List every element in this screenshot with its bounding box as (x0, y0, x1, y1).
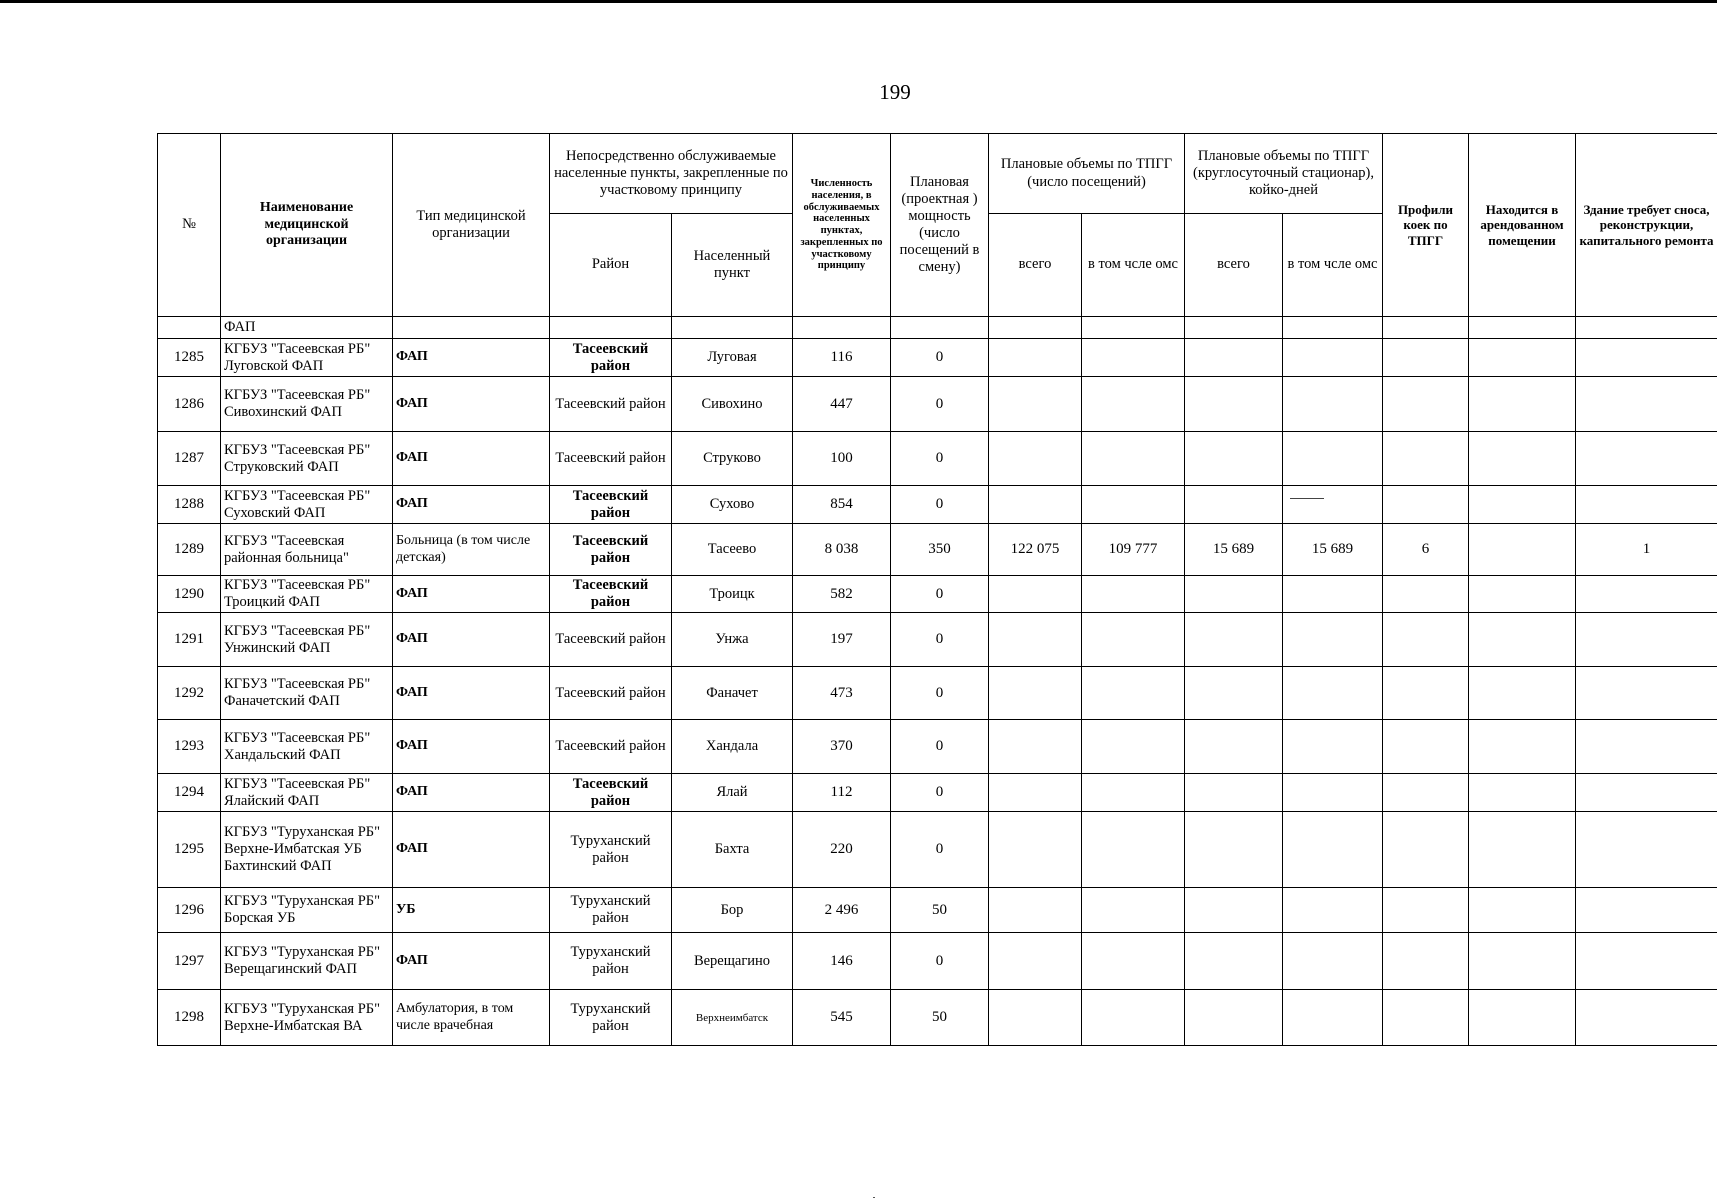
header-direct-settlements: Непосредственно обслуживаемые населенные пункты, закрепленные по участковому принципу (550, 134, 793, 214)
cell-capacity: 0 (891, 377, 989, 432)
cell-capacity: 350 (891, 524, 989, 576)
cell-visits-oms (1082, 339, 1185, 377)
cell-num: 1294 (158, 774, 221, 812)
cell-capacity: 0 (891, 720, 989, 774)
cell-population: 116 (793, 339, 891, 377)
cell-building (1576, 990, 1717, 1046)
cell-beds-total (1185, 432, 1283, 486)
cell-bed-profiles (1383, 339, 1469, 377)
cell-population: 473 (793, 667, 891, 720)
cell-bed-profiles (1383, 377, 1469, 432)
cell-num: 1285 (158, 339, 221, 377)
cell-num: 1288 (158, 486, 221, 524)
header-visits-oms: в том чсле омс (1082, 214, 1185, 317)
cell-beds-total (1185, 377, 1283, 432)
cell-building (1576, 933, 1717, 990)
cell-building (1576, 720, 1717, 774)
cell-visits-total (989, 377, 1082, 432)
cell-building (1576, 613, 1717, 667)
cell-name: ФАП (221, 317, 393, 339)
cell-district: Тасеевский район (550, 667, 672, 720)
cell-org-type: ФАП (393, 613, 550, 667)
cell-org-type: Амбулатория, в том числе врачебная (393, 990, 550, 1046)
cell-population: 8 038 (793, 524, 891, 576)
cell-bed-profiles (1383, 888, 1469, 933)
page-top-border (0, 0, 1717, 3)
cell-capacity: 0 (891, 339, 989, 377)
cell-population: 582 (793, 576, 891, 613)
cell-org-name: КГБУЗ "Тасеевская РБ" Луговской ФАП (221, 339, 393, 377)
cell-rented (1469, 339, 1576, 377)
cell-population: 2 496 (793, 888, 891, 933)
cell-visits-oms (1082, 774, 1185, 812)
cell-population: 220 (793, 812, 891, 888)
cell-rented (1469, 990, 1576, 1046)
cell-district: Туруханский район (550, 933, 672, 990)
header-org-name: Наименование медицинской организации (221, 134, 393, 317)
cell-beds-oms (1283, 990, 1383, 1046)
cell-visits-total (989, 774, 1082, 812)
cell-building (1576, 339, 1717, 377)
cell-visits-total (989, 432, 1082, 486)
cell-org-name: КГБУЗ "Туруханская РБ" Верещагинский ФАП (221, 933, 393, 990)
cell-settlement: Троицк (672, 576, 793, 613)
cell-rented (1469, 667, 1576, 720)
cell-rented (1469, 377, 1576, 432)
cell-org-name: КГБУЗ "Тасеевская РБ" Суховский ФАП (221, 486, 393, 524)
cell-beds-total (1185, 812, 1283, 888)
cell-visits-total (989, 576, 1082, 613)
cell-beds-oms (1283, 613, 1383, 667)
cell-population: 854 (793, 486, 891, 524)
cell-beds-oms (1283, 888, 1383, 933)
table-row (158, 667, 1717, 720)
stray-dot (873, 1197, 875, 1198)
cell-visits-total: 122 075 (989, 524, 1082, 576)
cell-rented (1469, 576, 1576, 613)
cell-population: 447 (793, 377, 891, 432)
cell-num: 1292 (158, 667, 221, 720)
cell-visits-oms (1082, 667, 1185, 720)
table-row (158, 812, 1717, 888)
cell-settlement: Фаначет (672, 667, 793, 720)
cell-beds-oms (1283, 774, 1383, 812)
cell-org-name: КГБУЗ "Тасеевская РБ" Сивохинский ФАП (221, 377, 393, 432)
cell-rented (1469, 524, 1576, 576)
cell-district: Тасеевский район (550, 432, 672, 486)
cell-bed-profiles (1383, 432, 1469, 486)
cell-org-name: КГБУЗ "Туруханская РБ" Верхне-Имбатская УБ Бахтинский ФАП (221, 812, 393, 888)
cell-org-name: КГБУЗ "Тасеевская районная больница" (221, 524, 393, 576)
cell-beds-total (1185, 774, 1283, 812)
cell-settlement: Унжа (672, 613, 793, 667)
cell-district: Тасеевский район (550, 720, 672, 774)
cell-num: 1286 (158, 377, 221, 432)
header-visits-group: Плановые объемы по ТПГГ (число посещений) (989, 134, 1185, 214)
cell-num: 1289 (158, 524, 221, 576)
cell-capacity: 0 (891, 432, 989, 486)
cell-beds-total (1185, 990, 1283, 1046)
cell-visits-total (989, 613, 1082, 667)
cell-bed-profiles (1383, 613, 1469, 667)
cell-beds-oms (1283, 576, 1383, 613)
cell-settlement: Хандала (672, 720, 793, 774)
cell-num: 1291 (158, 613, 221, 667)
cell-visits-oms (1082, 486, 1185, 524)
header-beds-total: всего (1185, 214, 1283, 317)
cell-beds-total (1185, 667, 1283, 720)
cell-capacity: 0 (891, 613, 989, 667)
cell-settlement: Верхнеимбатск (672, 990, 793, 1046)
table-row (158, 613, 1717, 667)
cell-bed-profiles (1383, 990, 1469, 1046)
cell-beds-total (1185, 486, 1283, 524)
table-row (158, 933, 1717, 990)
cell-district: Тасеевский район (550, 339, 672, 377)
header-beds-oms: в том чсле омс (1283, 214, 1383, 317)
cell-rented (1469, 432, 1576, 486)
cell-visits-total (989, 933, 1082, 990)
cell-district: Туруханский район (550, 990, 672, 1046)
cell-visits-total (989, 720, 1082, 774)
cell-beds-oms (1283, 486, 1383, 524)
cell-beds-oms: 15 689 (1283, 524, 1383, 576)
cell-capacity: 50 (891, 990, 989, 1046)
cell-building: 1 (1576, 524, 1717, 576)
cell-org-name: КГБУЗ "Туруханская РБ" Верхне-Имбатская ВА (221, 990, 393, 1046)
cell-org-name: КГБУЗ "Тасеевская РБ" Фаначетский ФАП (221, 667, 393, 720)
cell-beds-total (1185, 613, 1283, 667)
cell-org-name: КГБУЗ "Тасеевская РБ" Хандальский ФАП (221, 720, 393, 774)
header-num: № (158, 134, 221, 317)
cell-org-name: КГБУЗ "Тасеевская РБ" Троицкий ФАП (221, 576, 393, 613)
cell-settlement: Струково (672, 432, 793, 486)
cell-building (1576, 774, 1717, 812)
cell-visits-total (989, 339, 1082, 377)
cell-beds-total (1185, 576, 1283, 613)
cell-population: 545 (793, 990, 891, 1046)
cell-visits-oms (1082, 812, 1185, 888)
table-row (158, 774, 1717, 812)
cell-bed-profiles (1383, 486, 1469, 524)
header-settlement: Населенный пункт (672, 214, 793, 317)
cell-org-type: ФАП (393, 377, 550, 432)
cell-visits-total (989, 812, 1082, 888)
cell-visits-oms (1082, 933, 1185, 990)
cell-district: Туруханский район (550, 888, 672, 933)
cell-building (1576, 667, 1717, 720)
table-row (158, 339, 1717, 377)
table-row (158, 576, 1717, 613)
cell-rented (1469, 720, 1576, 774)
cell-beds-total (1185, 888, 1283, 933)
cell-building (1576, 432, 1717, 486)
cell-org-type: ФАП (393, 667, 550, 720)
cell-settlement: Сивохино (672, 377, 793, 432)
cell-org-type: ФАП (393, 576, 550, 613)
cell-org-type: ФАП (393, 432, 550, 486)
cell-num: 1287 (158, 432, 221, 486)
cell-capacity: 0 (891, 576, 989, 613)
header-beds-group: Плановые объемы по ТПГГ (круглосуточный стационар), койко-дней (1185, 134, 1383, 214)
cell-visits-oms (1082, 576, 1185, 613)
cell-visits-oms (1082, 888, 1185, 933)
cell-org-name: КГБУЗ "Тасеевская РБ" Струковский ФАП (221, 432, 393, 486)
cell-visits-oms (1082, 377, 1185, 432)
cell-capacity: 0 (891, 486, 989, 524)
cell-bed-profiles: 6 (1383, 524, 1469, 576)
cell-settlement: Верещагино (672, 933, 793, 990)
cell-rented (1469, 933, 1576, 990)
cell-rented (1469, 888, 1576, 933)
cell-visits-total (989, 888, 1082, 933)
cell-num: 1293 (158, 720, 221, 774)
cell-building (1576, 576, 1717, 613)
cell-rented (1469, 774, 1576, 812)
cell-org-name: КГБУЗ "Тасеевская РБ" Ялайский ФАП (221, 774, 393, 812)
cell-bed-profiles (1383, 576, 1469, 613)
cell-settlement: Бор (672, 888, 793, 933)
table-row (158, 720, 1717, 774)
cell-bed-profiles (1383, 667, 1469, 720)
cell-rented (1469, 613, 1576, 667)
table-row (158, 524, 1717, 576)
page-number: 199 (879, 80, 911, 104)
cell-rented (1469, 486, 1576, 524)
cell-district: Тасеевский район (550, 576, 672, 613)
cell-visits-total (989, 486, 1082, 524)
cell-building (1576, 888, 1717, 933)
cell-capacity: 50 (891, 888, 989, 933)
cell-num: 1298 (158, 990, 221, 1046)
cell-visits-total (989, 990, 1082, 1046)
cell-visits-oms (1082, 720, 1185, 774)
cell-population: 197 (793, 613, 891, 667)
table-row (158, 432, 1717, 486)
cell-settlement: Бахта (672, 812, 793, 888)
cell-num: 1290 (158, 576, 221, 613)
cell-district: Тасеевский район (550, 524, 672, 576)
cell-beds-oms (1283, 812, 1383, 888)
cell-settlement: Луговая (672, 339, 793, 377)
cell-district: Тасеевский район (550, 377, 672, 432)
cell-building (1576, 377, 1717, 432)
table-row (158, 377, 1717, 432)
cell-org-type: ФАП (393, 933, 550, 990)
cell-visits-oms (1082, 613, 1185, 667)
cell-bed-profiles (1383, 720, 1469, 774)
cell-visits-oms (1082, 432, 1185, 486)
cell-building (1576, 486, 1717, 524)
header-population: Численность населения, в обслуживаемых населенных пунктах, закрепленных по участковому принципу (793, 134, 891, 317)
header-visits-total: всего (989, 214, 1082, 317)
cell-org-type: Больница (в том числе детская) (393, 524, 550, 576)
cell-district: Туруханский район (550, 812, 672, 888)
cell-district: Тасеевский район (550, 774, 672, 812)
cell-num: 1296 (158, 888, 221, 933)
medical-organizations-table (157, 133, 1717, 1046)
cell-num: 1297 (158, 933, 221, 990)
cell-building (1576, 812, 1717, 888)
cell-bed-profiles (1383, 774, 1469, 812)
cell-beds-total (1185, 339, 1283, 377)
header-org-type: Тип медицинской организации (393, 134, 550, 317)
cell-org-name: КГБУЗ "Туруханская РБ" Борская УБ (221, 888, 393, 933)
cell-population: 146 (793, 933, 891, 990)
cell-settlement: Ялай (672, 774, 793, 812)
cell-visits-total (989, 667, 1082, 720)
cell-population: 100 (793, 432, 891, 486)
table-row (158, 486, 1717, 524)
cell-visits-oms: 109 777 (1082, 524, 1185, 576)
cell-capacity: 0 (891, 812, 989, 888)
cell-org-type: ФАП (393, 812, 550, 888)
cell-district: Тасеевский район (550, 486, 672, 524)
cell-beds-oms (1283, 720, 1383, 774)
header-bed-profiles: Профили коек по ТПГГ (1383, 134, 1469, 317)
cell-num: 1295 (158, 812, 221, 888)
header-building: Здание требует сноса, реконструкции, капитального ремонта (1576, 134, 1717, 317)
header-district: Район (550, 214, 672, 317)
cell-capacity: 0 (891, 933, 989, 990)
header-capacity: Плановая (проектная ) мощность (число посещений в смену) (891, 134, 989, 317)
cell-bed-profiles (1383, 933, 1469, 990)
cell-beds-oms (1283, 339, 1383, 377)
cell-capacity: 0 (891, 667, 989, 720)
cell-district: Тасеевский район (550, 613, 672, 667)
cell-beds-oms (1283, 377, 1383, 432)
cell-org-type: ФАП (393, 774, 550, 812)
cell-org-type: ФАП (393, 720, 550, 774)
cell-settlement: Тасеево (672, 524, 793, 576)
cell-capacity: 0 (891, 774, 989, 812)
cell-org-type: ФАП (393, 339, 550, 377)
cell-num (158, 317, 221, 339)
cell-org-type: ФАП (393, 486, 550, 524)
cell-beds-oms (1283, 667, 1383, 720)
cell-beds-total (1185, 720, 1283, 774)
header-rented: Находится в арендованном помещении (1469, 134, 1576, 317)
cell-rented (1469, 812, 1576, 888)
table-row (158, 888, 1717, 933)
cell-population: 112 (793, 774, 891, 812)
cell-visits-oms (1082, 990, 1185, 1046)
cell-bed-profiles (1383, 812, 1469, 888)
cell-beds-total (1185, 933, 1283, 990)
cell-org-name: КГБУЗ "Тасеевская РБ" Унжинский ФАП (221, 613, 393, 667)
table-row (158, 990, 1717, 1046)
cell-beds-oms (1283, 933, 1383, 990)
continuation-row (158, 317, 1717, 339)
cell-settlement: Сухово (672, 486, 793, 524)
cell-org-type: УБ (393, 888, 550, 933)
cell-beds-oms (1283, 432, 1383, 486)
cell-population: 370 (793, 720, 891, 774)
cell-beds-total: 15 689 (1185, 524, 1283, 576)
